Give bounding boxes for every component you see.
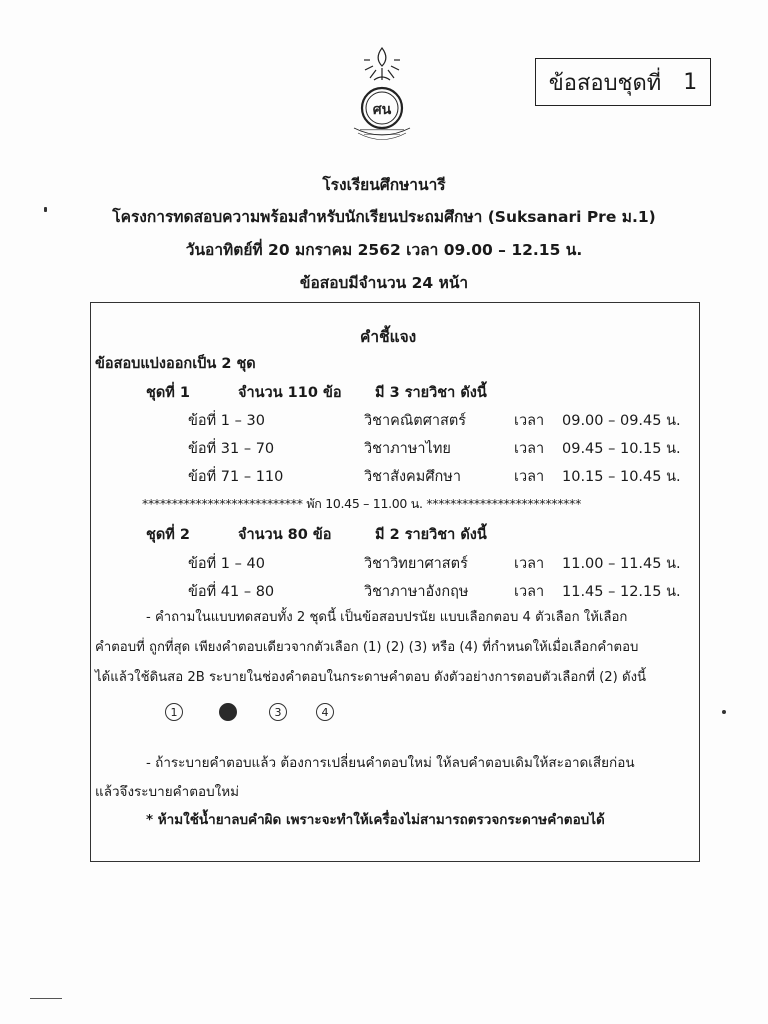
set2-row-time: 11.00 – 11.45 น. bbox=[562, 556, 681, 572]
set2-count: จำนวน 80 ข้อ bbox=[238, 527, 332, 543]
page-count: ข้อสอบมีจำนวน 24 หน้า bbox=[299, 274, 469, 292]
exam-date-time: วันอาทิตย์ที่ 20 มกราคม 2562 เวลา 09.00 – 12.15 น. bbox=[185, 241, 583, 259]
set1-row-time-label: เวลา bbox=[514, 413, 545, 429]
scan-mark bbox=[722, 710, 726, 714]
answer-bubble-example: 4 bbox=[316, 703, 334, 721]
set1-row-time-label: เวลา bbox=[514, 441, 545, 457]
set2-row-items: ข้อที่ 1 – 40 bbox=[188, 556, 265, 572]
instructions-title: คำชี้แจง bbox=[360, 328, 417, 346]
set2-subjects: มี 2 รายวิชา ดังนี้ bbox=[375, 527, 487, 543]
set2-row-time-label: เวลา bbox=[514, 556, 545, 572]
set2-row-time-label: เวลา bbox=[514, 584, 545, 600]
answer-bubble-example: 1 bbox=[165, 703, 183, 721]
instruction-paragraph-line: คำตอบที่ ถูกที่สุด เพียงคำตอบเดียวจากตัวเลือก (1) (2) (3) หรือ (4) ที่กำหนดให้เมื่อเลือกคำตอบ bbox=[95, 640, 639, 655]
instruction-paragraph-line: - คำถามในแบบทดสอบทั้ง 2 ชุดนี้ เป็นข้อสอบปรนัย แบบเลือกตอบ 4 ตัวเลือก ให้เลือก bbox=[146, 610, 628, 625]
set2-row-subject: วิชาวิทยาศาสตร์ bbox=[364, 556, 468, 572]
exam-set-label: ข้อสอบชุดที่ bbox=[548, 70, 662, 96]
instructions-intro: ข้อสอบแบ่งออกเป็น 2 ชุด bbox=[95, 356, 256, 372]
instruction-paragraph-line: ได้แล้วใช้ดินสอ 2B ระบายในช่องคำตอบในกระดาษคำตอบ ดังตัวอย่างการตอบตัวเลือกที่ (2) ดังนี้ bbox=[95, 670, 647, 685]
set1-row-items: ข้อที่ 31 – 70 bbox=[188, 441, 275, 457]
break-time-line: *************************** พัก 10.45 – 11.00 น. ************************** bbox=[142, 496, 582, 511]
set2-row-time: 11.45 – 12.15 น. bbox=[562, 584, 681, 600]
set1-row-time: 09.00 – 09.45 น. bbox=[562, 413, 681, 429]
set1-row-subject: วิชาสังคมศึกษา bbox=[364, 469, 461, 485]
set1-row-subject: วิชาคณิตศาสตร์ bbox=[364, 413, 467, 429]
school-name: โรงเรียนศึกษานารี bbox=[322, 176, 446, 194]
set2-row-items: ข้อที่ 41 – 80 bbox=[188, 584, 275, 600]
set1-row-subject: วิชาภาษาไทย bbox=[364, 441, 451, 457]
set1-subjects: มี 3 รายวิชา ดังนี้ bbox=[375, 385, 487, 401]
set1-name: ชุดที่ 1 bbox=[146, 385, 190, 401]
set1-row-items: ข้อที่ 1 – 30 bbox=[188, 413, 265, 429]
exam-set-number: 1 bbox=[683, 69, 698, 95]
answer-bubble-filled-example: 2 bbox=[219, 703, 237, 721]
set2-name: ชุดที่ 2 bbox=[146, 527, 190, 543]
set2-row-subject: วิชาภาษาอังกฤษ bbox=[364, 584, 469, 600]
school-seal-icon bbox=[340, 44, 424, 144]
project-title: โครงการทดสอบความพร้อมสำหรับนักเรียนประถมศึกษา (Suksanari Pre ม.1) bbox=[112, 208, 656, 226]
instruction-paragraph-line: - ถ้าระบายคำตอบแล้ว ต้องการเปลี่ยนคำตอบใหม่ ให้ลบคำตอบเดิมให้สะอาดเสียก่อน bbox=[146, 755, 635, 771]
set1-count: จำนวน 110 ข้อ bbox=[238, 385, 342, 401]
scan-edge-line bbox=[30, 998, 62, 999]
set1-row-items: ข้อที่ 71 – 110 bbox=[188, 469, 284, 485]
set1-row-time-label: เวลา bbox=[514, 469, 545, 485]
instruction-paragraph-line: แล้วจึงระบายคำตอบใหม่ bbox=[95, 784, 240, 800]
set1-row-time: 10.15 – 10.45 น. bbox=[562, 469, 681, 485]
set1-row-time: 09.45 – 10.15 น. bbox=[562, 441, 681, 457]
exam-set-box bbox=[535, 58, 711, 106]
warning-note: * ห้ามใช้น้ำยาลบคำผิด เพราะจะทำให้เครื่องไม่สามารถตรวจกระดาษคำตอบได้ bbox=[146, 812, 605, 828]
seal-monogram: ศน bbox=[372, 102, 392, 118]
answer-bubble-example: 3 bbox=[269, 703, 287, 721]
